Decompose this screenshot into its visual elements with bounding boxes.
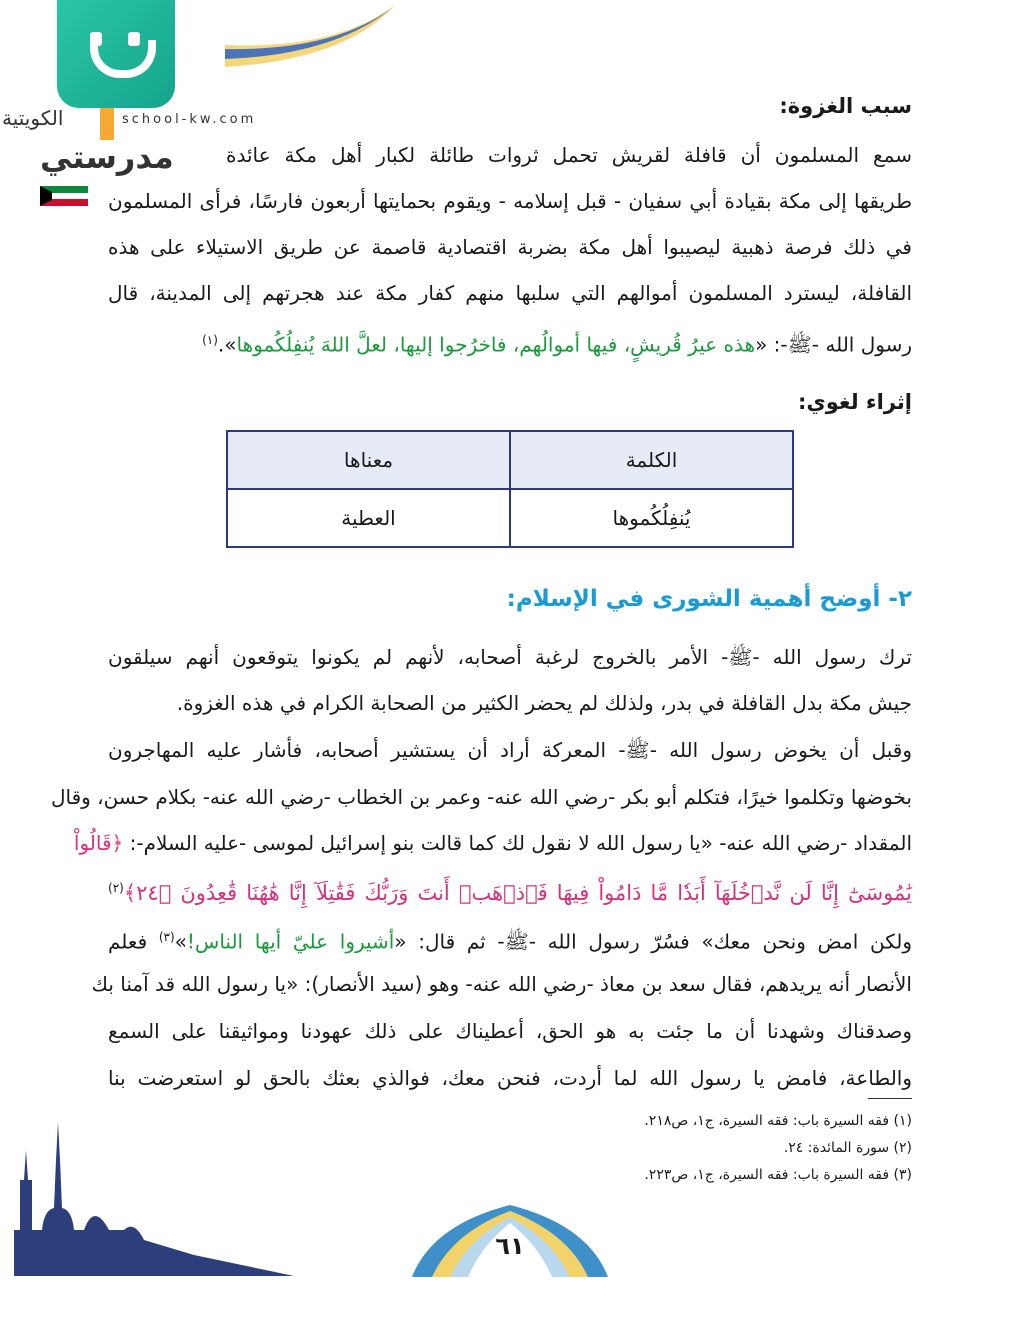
logo-smile	[90, 40, 156, 78]
text-line: وقبل أن يخوض رسول الله -ﷺ- المعركة أراد أن يستشير أصحابه، فأشار عليه المهاجرون	[108, 738, 912, 762]
decorative-swoosh	[225, 5, 395, 67]
text: »	[174, 929, 187, 954]
footnote-divider	[868, 1098, 912, 1099]
text-line: ترك رسول الله -ﷺ- الأمر بالخروج لرغبة أصحابه، لأنهم لم يكونوا يتوقعون أنهم سيلقون	[108, 645, 912, 669]
cell-word: يُنفِلُكُموها	[510, 489, 793, 547]
logo-site: school-kw.com	[122, 112, 257, 127]
prophet-quote: أشيروا عليّ أيها الناس!	[186, 929, 395, 954]
text-line: في ذلك فرصة ذهبية ليصيبوا أهل مكة بضربة اقتصادية قاصمة عن طريق الاستيلاء على هذه	[108, 235, 912, 259]
text: ولكن امض ونحن معك» فسُرّ رسول الله -ﷺ- ثم قال: «	[394, 929, 912, 954]
vocab-title: إثراء لغوي:	[798, 390, 912, 414]
vocab-table	[226, 430, 794, 548]
text-line: وصدقناك وشهدنا أن ما جئت به هو الحق، أعطيناك على ذلك عهودنا ومواثيقنا على السمع	[108, 1019, 912, 1043]
header-word: الكلمة	[510, 431, 793, 489]
footnote: (٣) فقه السيرة باب: فقه السيرة، ج١، ص٢٢٣.	[644, 1167, 912, 1183]
page-number: ٦١	[495, 1232, 525, 1260]
footnote-ref: (١)	[202, 333, 218, 347]
footnote: (١) فقه السيرة باب: فقه السيرة، ج١، ص٢١٨.	[644, 1113, 912, 1129]
text-line	[73, 828, 912, 858]
footnote-ref: (٣)	[158, 930, 175, 944]
cell-meaning: العطية	[227, 489, 510, 547]
text-line: سمع المسلمون أن قافلة لقريش تحمل ثروات طائلة لكبار أهل مكة عائدة	[226, 143, 912, 167]
text: رسول الله -ﷺ-: «	[755, 332, 912, 357]
table-header-row	[227, 431, 793, 489]
hadith-quote: هذه عيرُ قُريشٍ، فيها أموالُهم، فاخرُجوا إليها، لعلَّ اللهَ يُنفِلُكُموها	[236, 332, 756, 357]
text-line: والطاعة، فامض يا رسول الله لما أردت، فنحن معك، فوالذي بعثك بالحق لو استعرضت بنا	[108, 1066, 912, 1090]
text-line: الأنصار أنه يريدهم، فقال سعد بن معاذ -رضي الله عنه- وهو (سيد الأنصار): «يا رسول الله قد آمنا بك	[91, 972, 912, 996]
logo-bookmark	[100, 108, 114, 140]
header-meaning: معناها	[227, 431, 510, 489]
text: ».	[217, 332, 237, 357]
quran-start: ﴿قَالُواْ	[73, 831, 124, 855]
text-line: القافلة، ليسترد المسلمون أموالهم التي سلبها منهم كفار مكة عند هجرتهم إلى المدينة، قال	[108, 281, 912, 305]
section-title-cause: سبب الغزوة:	[779, 94, 912, 118]
madrasati-logo	[57, 0, 175, 108]
footnote-ref: (٢)	[108, 881, 124, 895]
kuwait-flag-icon	[40, 186, 88, 206]
text: فعلم	[108, 929, 159, 954]
footnote: (٢) سورة المائدة: ٢٤.	[783, 1140, 912, 1156]
text-line: طريقها إلى مكة بقيادة أبي سفيان - قبل إسلامه - ويقوم بحمايتها أربعون فارسًا، فرأى المسلمون	[108, 189, 912, 213]
logo-name: مدرستي	[40, 138, 174, 176]
hadith-line	[108, 325, 912, 360]
text: المقداد -رضي الله عنه- «يا رسول الله لا نقول لك كما قالت بنو إسرائيل لموسى -عليه السلام-:	[123, 831, 912, 855]
text-line: بخوضها وتكلموا خيرًا، فتكلم أبو بكر -رضي الله عنه- وعمر بن الخطاب -رضي الله عنه- بكلام حسن، وقال	[50, 785, 912, 809]
quran-line	[108, 873, 912, 908]
table-row	[227, 489, 793, 547]
text-line	[108, 922, 912, 957]
section-title-shura: ٢- أوضح أهمية الشورى في الإسلام:	[506, 586, 912, 612]
logo-subtitle: الكويتية	[2, 106, 64, 130]
text-line: جيش مكة بدل القافلة في بدر، ولذلك لم يحضر الكثير من الصحابة الكرام في هذه الغزوة.	[176, 691, 912, 715]
mosque-silhouette-icon	[14, 1120, 294, 1276]
quran-verse: يَٰمُوسَىٰٓ إِنَّا لَن نَّدۡخُلَهَآ أَبَدٗا مَّا دَامُواْ فِيهَا فَٱذۡهَبۡ أَنتَ وَرَبُّكَ فَقَٰتِلَآ إِنَّا هَٰهُنَا قَٰعِدُونَ ﴿٢٤﴾	[123, 881, 912, 905]
